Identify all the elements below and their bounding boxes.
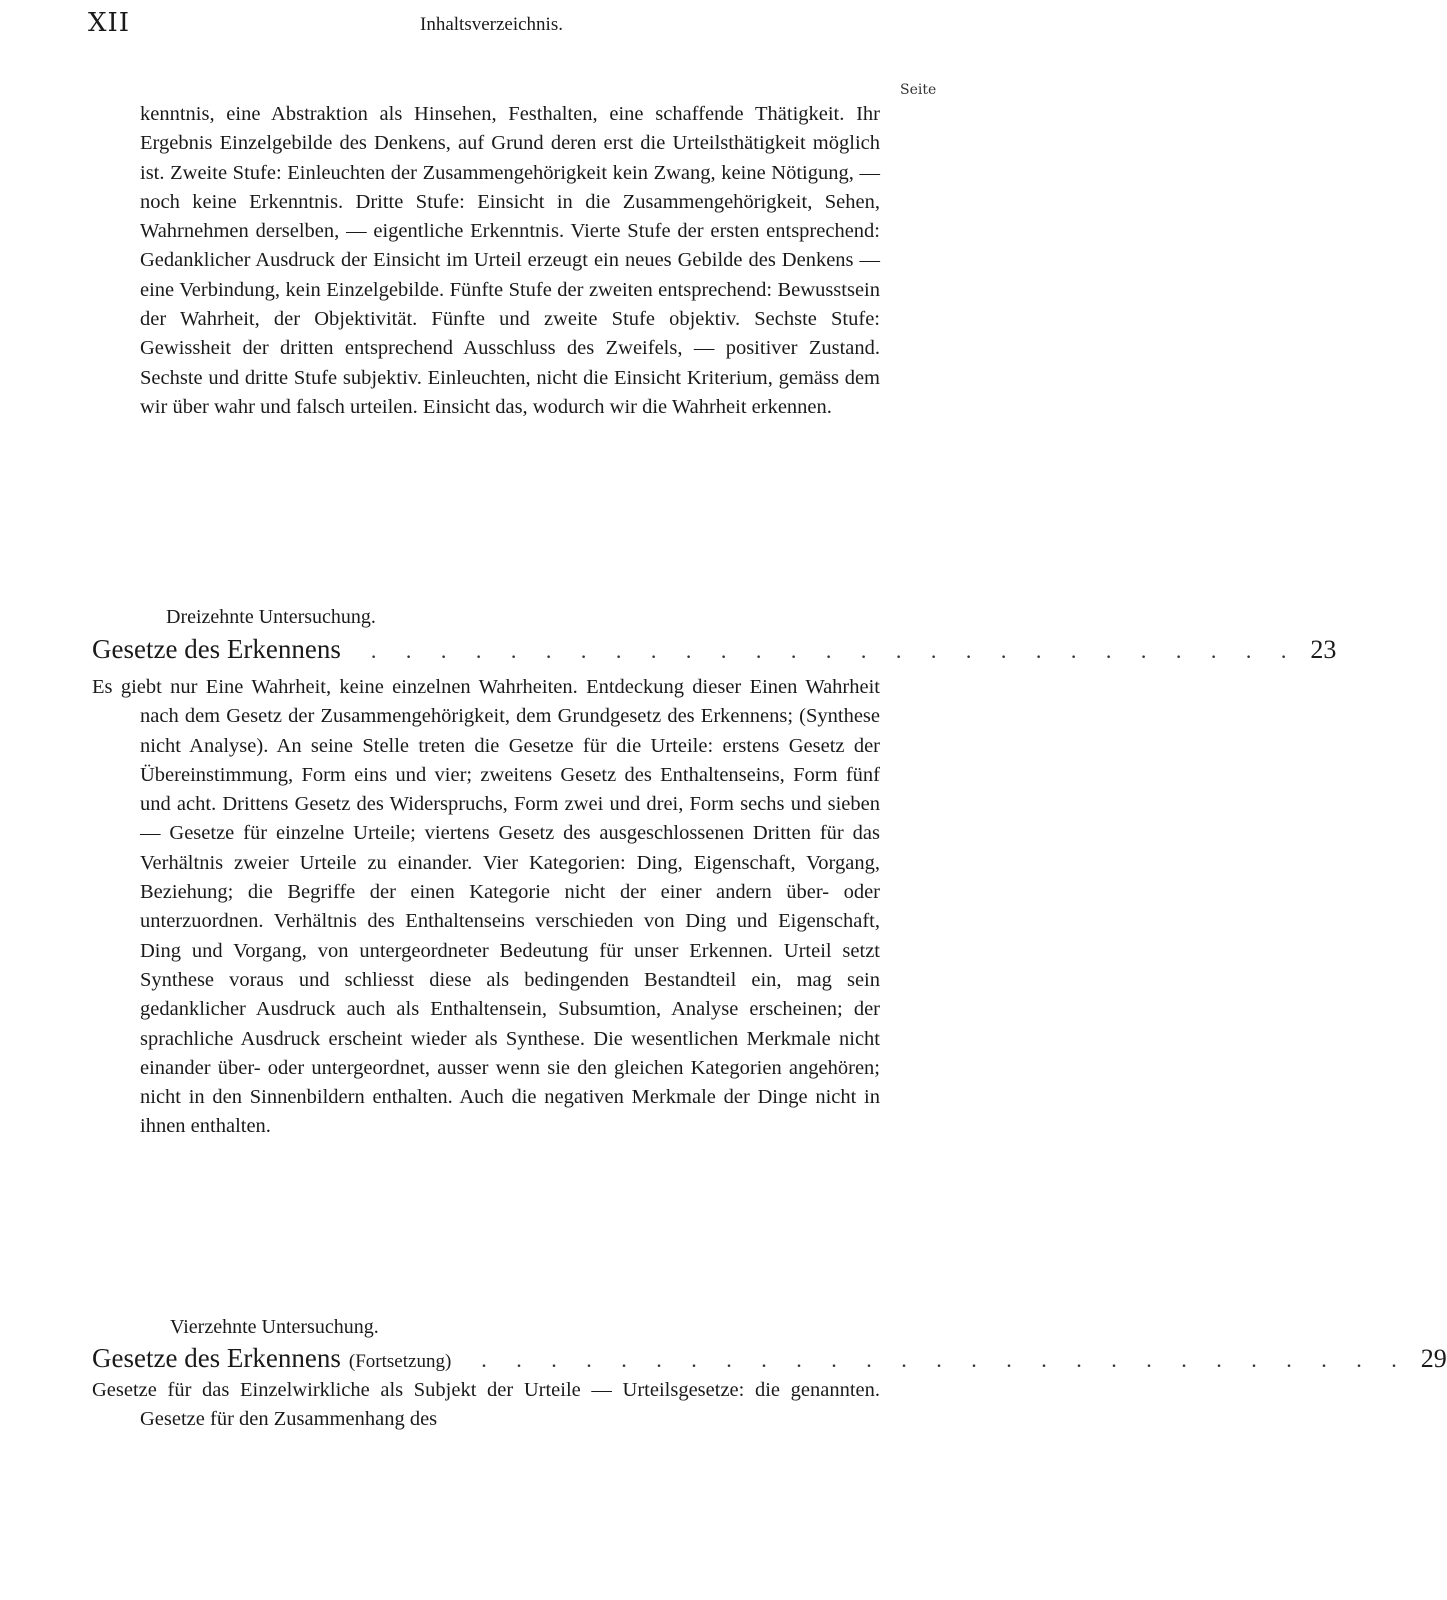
toc-page-number: 29 bbox=[1420, 1344, 1447, 1373]
toc-entry-title: Gesetze des Erkennens bbox=[92, 1343, 341, 1373]
toc-page-number: 23 bbox=[1310, 635, 1337, 664]
toc-entry bbox=[92, 634, 1337, 665]
page-number: XII bbox=[88, 8, 131, 38]
seite-label: Seite bbox=[900, 82, 937, 98]
leader-dots: . . . . . . . . . . . . . . . . . . . . . . . . . . . bbox=[370, 638, 1299, 663]
leader-dots: . . . . . . . . . . . . . . . . . . . . . . . . . . . bbox=[481, 1347, 1409, 1372]
section-summary: Es giebt nur Eine Wahrheit, keine einzelnen Wahrheiten. Entdeckung dieser Einen Wahrheit nach dem Gesetz der Zusammengehörigkeit, dem Grundgesetz des Erkennens; (Synthese nicht Analyse). An seine Stelle treten die Gesetze für die Urteile: erstens Gesetz der Übereinstimmung, Form eins und vier; zweitens Gesetz des Enthaltenseins, Form fünf und acht. Drittens Gesetz des Widerspruchs, Form zwei und drei, Form sechs und sieben — Gesetze für einzelne Urteile; viertens Gesetz des ausgeschlossenen Dritten für das Verhältnis zweier Urteile zu einander. Vier Kategorien: Ding, Eigenschaft, Vorgang, Beziehung; die Begriffe der einen Kategorie nicht der einer andern über- oder unterzuordnen. Verhältnis des Enthaltenseins verschieden von Ding und Eigenschaft, Ding und Vorgang, von untergeordneter Bedeutung für unser Erkennen. Urteil setzt Synthese voraus und schliesst diese als bedingenden Bestandteil ein, mag sein gedanklicher Ausdruck auch als Enthaltensein, Subsumtion, Analyse erscheinen; der sprachliche Ausdruck erscheint wieder als Synthese. Die wesentlichen Merkmale nicht einander über- oder untergeordnet, ausser wenn sie den gleichen Kategorien angehören; nicht in den Sinnenbildern enthalten. Auch die negativen Merkmale der Dinge nicht in ihnen enthalten. bbox=[92, 676, 880, 1138]
section-summary: Gesetze für das Einzelwirkliche als Subjekt der Urteile — Urteilsgesetze: die genannten. Gesetze für den Zusammenhang des bbox=[92, 1379, 880, 1431]
continuation-paragraph: kenntnis, eine Abstraktion als Hinsehen, Festhalten, eine schaffende Thätigkeit. Ihr Ergebnis Einzelgebilde des Denkens, auf Grund deren erst die Urteilsthätigkeit möglich ist. Zweite Stufe: Einleuchten der Zusammengehörigkeit kein Zwang, keine Nötigung, — noch keine Erkenntnis. Dritte Stufe: Einsicht in die Zusammengehörigkeit, Sehen, Wahrnehmen derselben, — eigentliche Erkenntnis. Vierte Stufe der ersten entsprechend: Gedanklicher Ausdruck der Einsicht im Urteil erzeugt ein neues Gebilde des Denkens — eine Verbindung, kein Einzelgebilde. Fünfte Stufe der zweiten entsprechend: Bewusstsein der Wahrheit, der Objektivität. Fünfte und zweite Stufe objektiv. Sechste Stufe: Gewissheit der dritten entsprechend Ausschluss des Zweifels, — positiver Zustand. Sechste und dritte Stufe subjektiv. Einleuchten, nicht die Einsicht Kriterium, gemäss dem wir über wahr und falsch urteilen. Einsicht das, wodurch wir die Wahrheit erkennen. bbox=[140, 103, 880, 418]
toc-entry bbox=[92, 1343, 1447, 1374]
toc-entry-title: Gesetze des Erkennens bbox=[92, 634, 341, 664]
running-header: Inhaltsverzeichnis. bbox=[420, 14, 563, 35]
untersuchung-label: Dreizehnte Untersuchung. bbox=[166, 606, 376, 628]
untersuchung-label: Vierzehnte Untersuchung. bbox=[170, 1316, 379, 1338]
toc-entry-subtitle: (Fortsetzung) bbox=[348, 1351, 452, 1372]
